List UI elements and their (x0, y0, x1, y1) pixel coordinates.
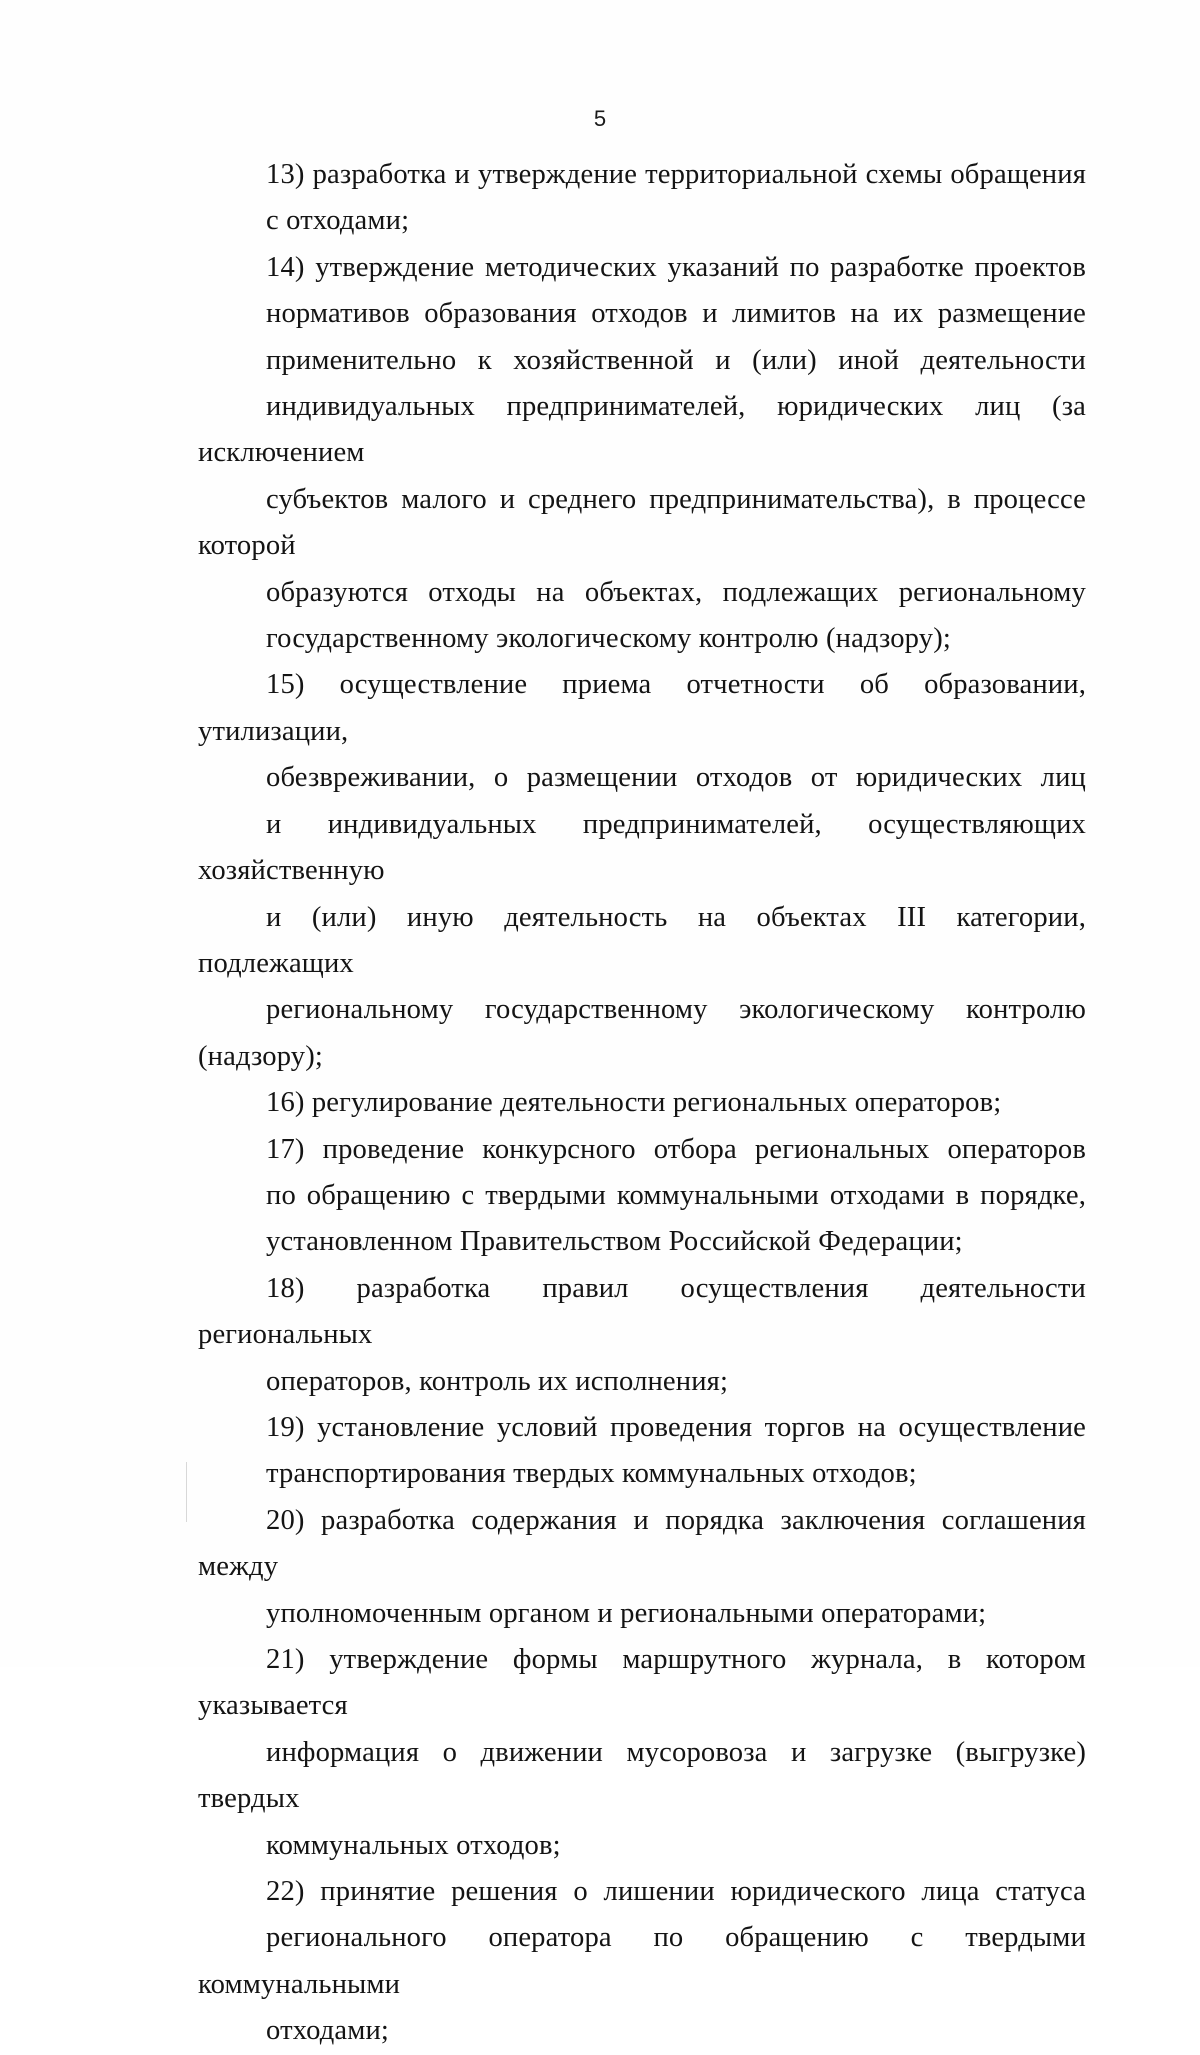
list-item-22 (198, 1869, 1086, 2055)
text-line: образуются отходы на объектах, подлежащих региональному (266, 576, 1086, 608)
text-line: регионального оператора по обращению с твердыми коммунальными (198, 1922, 1086, 2000)
text-line: 19) установление условий проведения торгов на осуществление (266, 1411, 1086, 1443)
text-line: 17) проведение конкурсного отбора региональных операторов (266, 1133, 1086, 1165)
text-line: нормативов образования отходов и лимитов на их размещение (266, 298, 1086, 330)
text-line: 15) осуществление приема отчетности об образовании, утилизации, (198, 669, 1086, 747)
text-line: региональному государственному экологическому контролю (надзору); (198, 994, 1086, 1072)
text-line: 18) разработка правил осуществления деятельности региональных (198, 1272, 1086, 1351)
text-line: с отходами; (266, 205, 410, 237)
list-item-13 (198, 152, 1086, 245)
text-line: по обращению с твердыми коммунальными отходами в порядке, (266, 1179, 1086, 1211)
list-item-17 (198, 1127, 1086, 1266)
text-line: 20) разработка содержания и порядка заключения соглашения между (198, 1504, 1086, 1583)
text-line: и индивидуальных предпринимателей, осуществляющих хозяйственную (198, 808, 1086, 887)
text-line: индивидуальных предпринимателей, юридических лиц (за исключением (198, 391, 1086, 469)
text-line: применительно к хозяйственной и (или) иной деятельности (266, 344, 1086, 376)
text-line: 14) утверждение методических указаний по разработке проектов (266, 251, 1086, 283)
list-item-19 (198, 1405, 1086, 1498)
text-line: 22) принятие решения о лишении юридического лица статуса (266, 1876, 1086, 1908)
list-item-18 (198, 1266, 1086, 1405)
scan-artifact (186, 1462, 187, 1522)
text-line: транспортирования твердых коммунальных отходов; (266, 1458, 917, 1490)
text-line: коммунальных отходов; (266, 1829, 561, 1861)
list-item-14 (198, 245, 1086, 663)
document-body (198, 152, 1086, 2055)
text-line: обезвреживании, о размещении отходов от юридических лиц (266, 762, 1086, 794)
text-line: операторов, контроль их исполнения; (266, 1365, 729, 1397)
text-line: отходами; (266, 2015, 390, 2047)
text-line: 16) регулирование деятельности региональных операторов; (266, 1087, 1002, 1119)
text-line: субъектов малого и среднего предпринимательства), в процессе которой (198, 483, 1086, 562)
text-line: 21) утверждение формы маршрутного журнала, в котором указывается (198, 1644, 1086, 1722)
list-item-20 (198, 1498, 1086, 1637)
list-item-16 (198, 1080, 1086, 1126)
text-line: уполномоченным органом и региональными операторами; (266, 1597, 987, 1629)
text-line: государственному экологическому контролю (надзору); (266, 623, 951, 655)
text-line: и (или) иную деятельность на объектах III категории, подлежащих (198, 901, 1086, 979)
page-number: 5 (593, 106, 607, 131)
text-line: 13) разработка и утверждение территориальной схемы обращения (266, 159, 1086, 190)
list-item-15 (198, 662, 1086, 1080)
text-line: установленном Правительством Российской Федерации; (266, 1226, 963, 1258)
list-item-21 (198, 1637, 1086, 1869)
text-line: информация о движении мусоровоза и загрузке (выгрузке) твердых (198, 1736, 1086, 1815)
